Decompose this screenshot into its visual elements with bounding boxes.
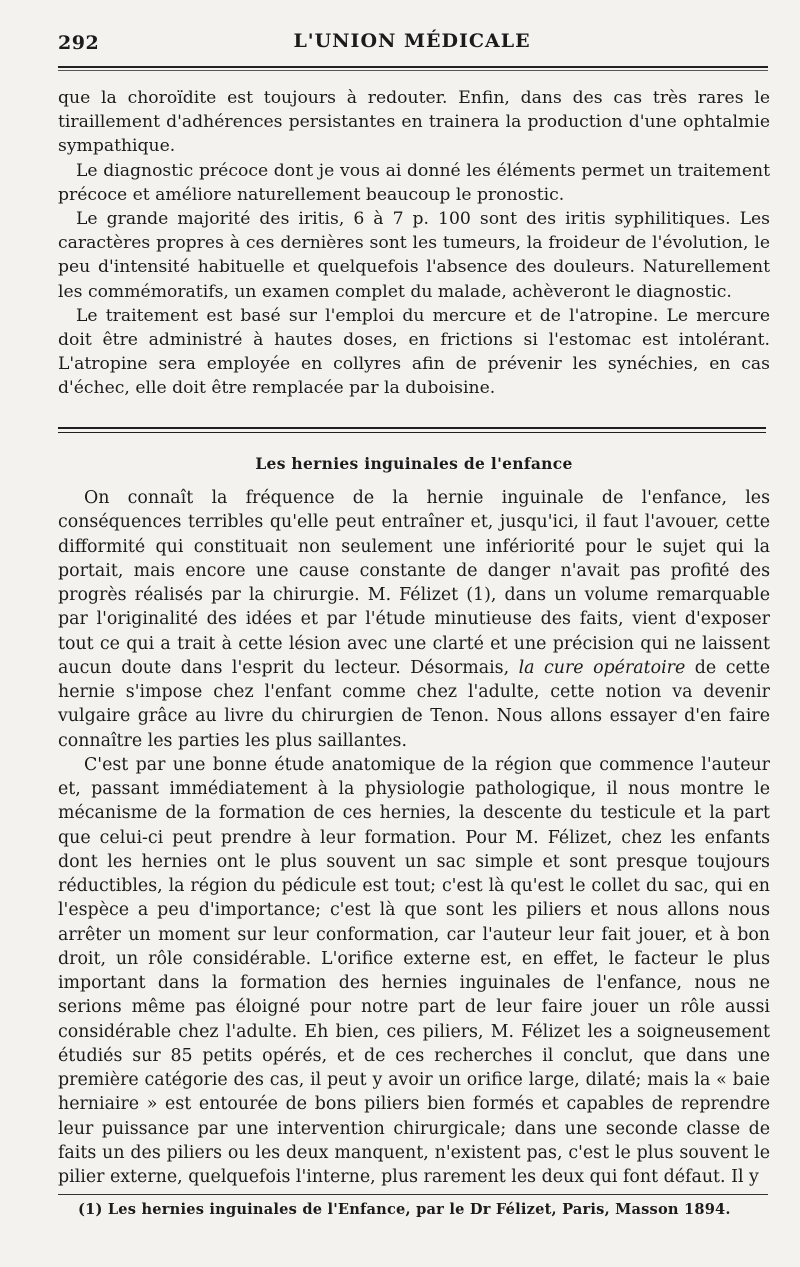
section-divider-thin bbox=[58, 432, 766, 433]
running-title: L'UNION MÉDICALE bbox=[293, 30, 531, 52]
footnote-rule bbox=[58, 1194, 768, 1195]
page-number: 292 bbox=[58, 32, 100, 54]
article-text bbox=[58, 486, 770, 1189]
paragraph: C'est par une bonne étude anatomique de la région que commence l'auteur et, passant immédiatement à la physiologie pathologique, il nous montre le mécanisme de la formation de ces hernies, la descente du testicule et la part que celui-ci peut prendre à leur formation. Pour M. Félizet, chez les enfants dont les hernies ont le plus souvent un sac simple et sont presque toujours réductibles, la région du pédicule est tout; c'est là qu'est le collet du sac, qui en l'espèce a peu d'importance; c'est là que sont les piliers et nous allons nous arrêter un moment sur leur conformation, car l'auteur leur fait jouer, et à bon droit, un rôle considérable. L'orifice externe est, en effet, le facteur le plus important dans la formation des hernies inguinales de l'enfance, nous ne serions même pas éloigné pour notre part de leur faire jouer un rôle aussi considérable chez l'adulte. Eh bien, ces piliers, M. Félizet les a soigneusement étudiés sur 85 petits opérés, et de ces recherches il conclut, que dans une première catégorie des cas, il peut y avoir un orifice large, dilaté; mais la « baie herniaire » est entourée de bons piliers bien formés et capables de reprendre leur puissance par une intervention chirurgicale; dans une seconde classe de faits un des piliers ou les deux manquent, n'existent pas, c'est le plus souvent le pilier externe, quelquefois l'interne, plus rarement les deux qui font défaut. Il y bbox=[58, 754, 770, 1187]
paragraph: Le traitement est basé sur l'emploi du mercure et de l'atropine. Le mercure doit être administré à hautes doses, en frictions si l'estomac est intolérant. L'atropine sera employée en collyres afin de prévenir les synéchies, en cas d'échec, elle doit être remplacée par la duboisine. bbox=[58, 305, 770, 399]
intro-text bbox=[58, 86, 770, 401]
italic-phrase: la cure opératoire bbox=[518, 657, 686, 678]
paragraph-text: de cette hernie s'impose chez l'enfant comme chez l'adulte, cette notion va devenir vulgaire grâce au livre du chirurgien de Tenon. Nous allons essayer d'en faire connaître les parties les plus saillantes. bbox=[58, 657, 771, 751]
paragraph: que la choroïdite est toujours à redouter. Enfin, dans des cas très rares le tiraillement d'adhérences persistantes en trainera la production d'une ophtalmie sympathique. bbox=[58, 88, 770, 157]
paragraph: Le grande majorité des iritis, 6 à 7 p. 100 sont des iritis syphilitiques. Les caractères propres à ces dernières sont les tumeurs, la froideur de l'évolution, le peu d'intensité habituelle et quelquefois l'absence des douleurs. Naturellement les commémoratifs, un examen complet du malade, achèveront le diagnostic. bbox=[58, 209, 770, 302]
paragraph: Le diagnostic précoce dont je vous ai donné les éléments permet un traitement précoce et améliore naturellement beaucoup le pronostic. bbox=[58, 160, 770, 205]
page-header bbox=[58, 28, 766, 58]
section-title: Les hernies inguinales de l'enfance bbox=[255, 454, 573, 473]
paragraph-text: On connaît la fréquence de la hernie inguinale de l'enfance, les conséquences terribles qu'elle peut entraîner et, jusqu'ici, il faut l'avouer, cette difformité qui constituait non seulement une infériorité pour le sujet qui la portait, mais encore une cause constante de danger n'avait pas profité des progrès réalisés par la chirurgie. M. Félizet (1), dans un volume remarquable par l'originalité des idées et par l'étude minutieuse des faits, vient d'exposer tout ce qui a trait à cette lésion avec une clarté et une précision qui ne laissent aucun doute dans l'esprit du lecteur. Désormais, bbox=[58, 488, 770, 678]
header-rule bbox=[58, 66, 768, 68]
header-rule-thin bbox=[58, 70, 768, 71]
section-divider bbox=[58, 427, 766, 429]
paragraph bbox=[58, 486, 770, 753]
footnote: (1) Les hernies inguinales de l'Enfance, par le Dr Félizet, Paris, Masson 1894. bbox=[78, 1201, 731, 1218]
